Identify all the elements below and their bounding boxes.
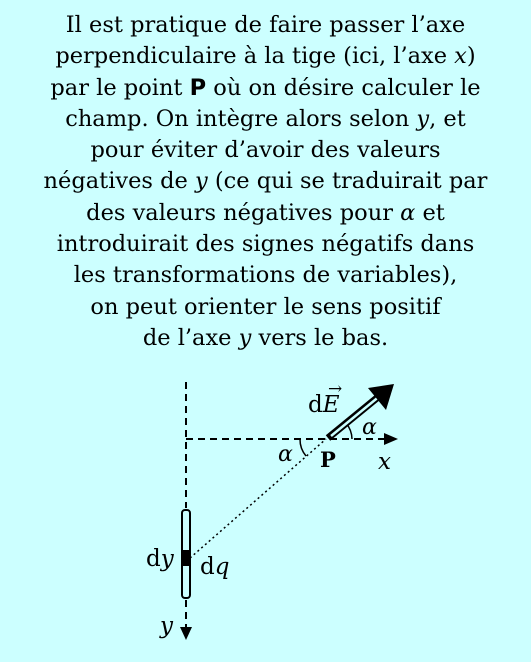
dq-label-q: q [214,554,230,580]
text-run: (ce qui se traduirait par [207,168,488,195]
text-line-10 [0,292,531,323]
dy-label-d: d [146,546,161,572]
text-run: Il est pratique de faire passer l’axe [65,12,466,38]
x-axis-label: x [378,449,391,475]
field-diagram [0,370,531,662]
dq-label-d: d [200,554,215,580]
math-y: y [195,168,208,195]
text-run: vers le bas. [251,324,389,351]
text-run: , et [429,105,466,132]
math-x: x [454,43,467,70]
text-run: où on désire calculer le [206,74,481,101]
alpha-label-right: α [362,415,377,440]
dq-label [200,554,229,580]
dy-label-y: y [160,546,174,572]
text-line-6 [0,166,531,197]
text-run: négatives de [43,168,196,195]
point-p-ref: P [189,74,207,101]
charge-element-dq [182,550,190,566]
math-y: y [238,324,252,351]
text-line-3 [0,73,531,104]
text-line-1 [0,10,531,41]
y-axis-arrowhead [180,627,192,640]
text-line-4 [0,104,531,135]
text-line-9 [0,260,531,291]
distance-line [190,439,326,558]
explanation-paragraph [0,10,531,354]
text-run: ) [466,43,476,70]
text-run: champ. On intègre alors selon [65,105,417,132]
math-y: y [416,105,430,132]
text-run: on peut orienter le sens positif [90,293,441,320]
text-line-7 [0,198,531,229]
angle-arc-left [300,439,306,456]
alpha-label-left: α [278,442,293,467]
text-run: et [415,199,445,226]
field-label-d: d [308,392,323,418]
text-line-2 [0,41,531,72]
point-p-label: P [320,447,336,472]
text-run: introduirait des signes négatifs dans [56,231,475,258]
x-axis-arrowhead [384,433,398,445]
text-run: pour éviter d’avoir des valeurs [90,137,441,164]
math-alpha: α [400,199,416,226]
text-run: des valeurs négatives pour [86,199,401,226]
text-run: de l’axe [142,324,239,351]
text-run: par le point [50,74,190,101]
dy-label [146,546,175,572]
y-axis-label: y [160,613,173,639]
text-line-11 [0,323,531,354]
field-vector-arrow-mark: → [328,379,343,399]
text-run: les transformations de variables), [73,262,458,289]
text-run: perpendiculaire à la tige (ici, l’axe [55,43,455,70]
text-line-8 [0,229,531,260]
text-line-5 [0,135,531,166]
field-label-e: E [322,392,340,418]
